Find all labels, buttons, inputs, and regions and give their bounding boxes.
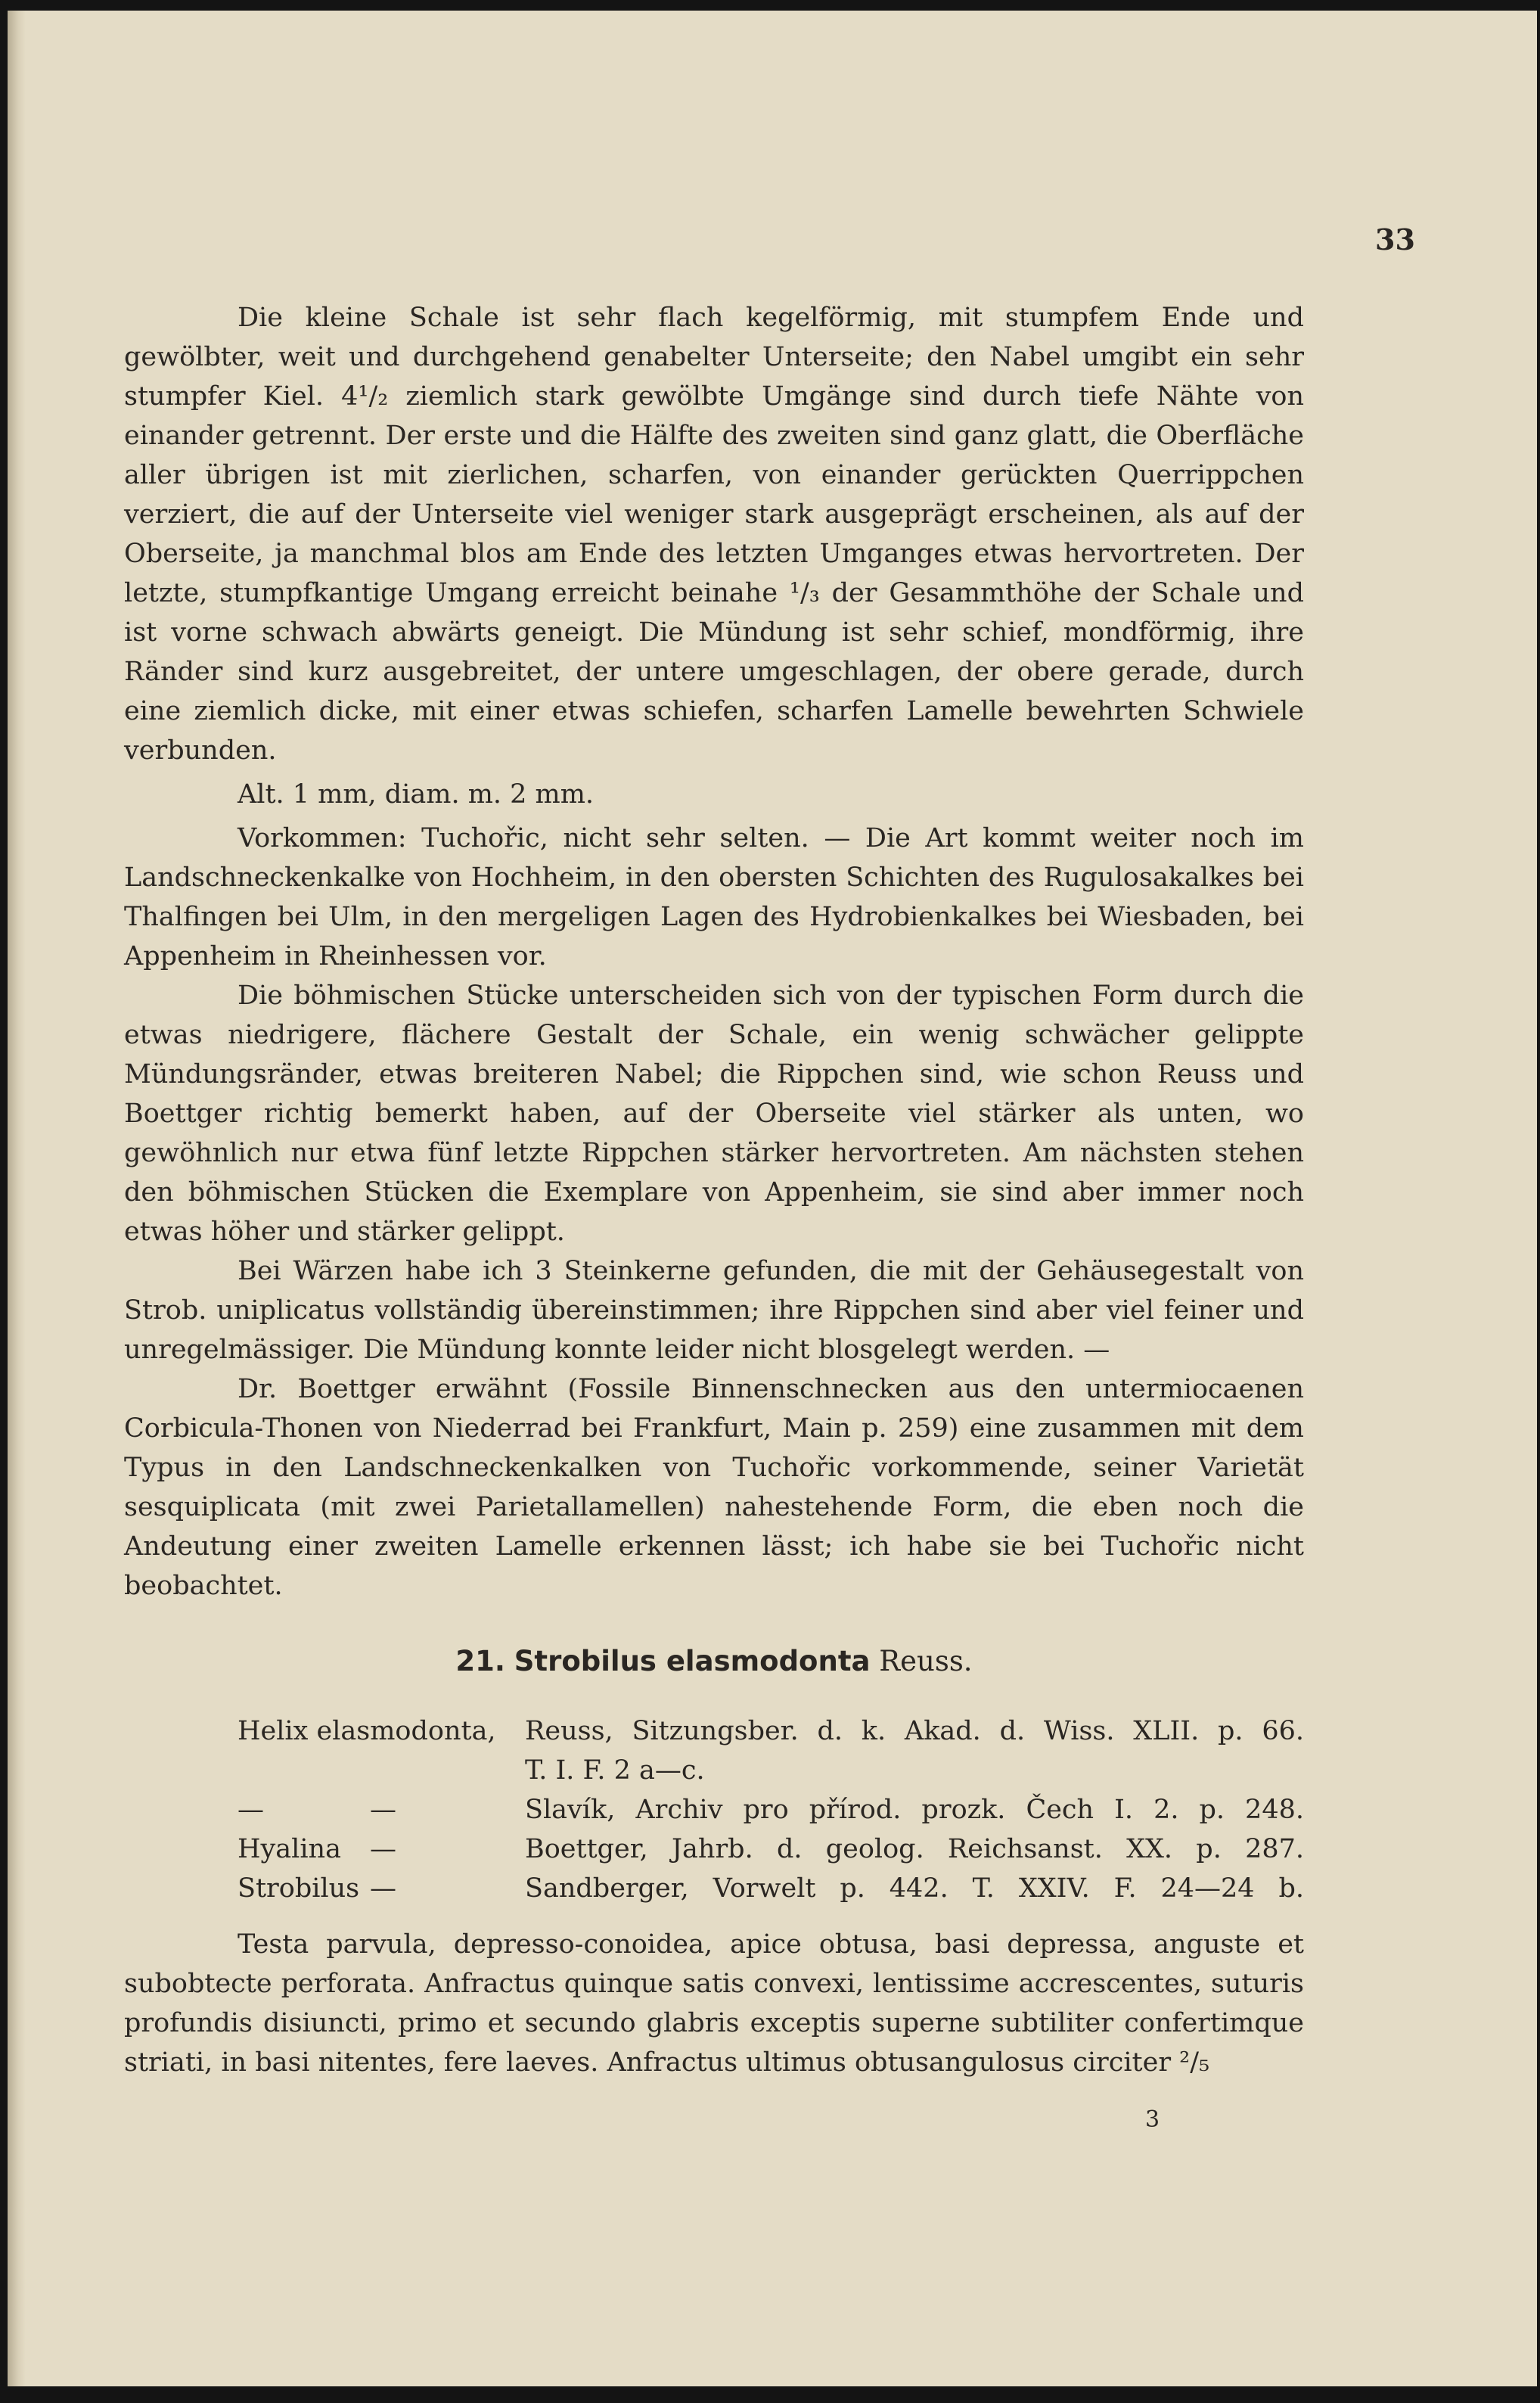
synonym-reference: T. I. F. 2 a—c. (525, 1755, 705, 1786)
page-spine-shadow (8, 11, 26, 2386)
synonymy-row (238, 1755, 1304, 1795)
paragraph-occurrence: Vorkommen: Tuchořic, nicht sehr selten. — Die Art kommt weiter noch im Landschneckenkalke von Hochheim, in den obersten Schichten des Rugulosakalkes bei Thalfingen bei Ulm, in den mergeligen Lagen des Hydrobienkalkes bei Wiesbaden, bei Appenheim in Rheinhessen vor. (124, 823, 1304, 971)
paragraph-steinkerne: Bei Wärzen habe ich 3 Steinkerne gefunden, die mit der Gehäusegestalt von Strob. uniplicatus vollständig übereinstimmen; ihre Rippchen sind aber viel feiner und unregelmässiger. Die Mündung konnte leider nicht blosgelegt werden. — (124, 1256, 1304, 1365)
measurements-line: Alt. 1 mm, diam. m. 2 mm. (238, 779, 595, 810)
page-number: 33 (1375, 222, 1415, 256)
synonymy-row (238, 1795, 1304, 1834)
synonym-dash: — (370, 1834, 396, 1864)
species-number: 21. (455, 1645, 505, 1677)
paragraph-boettger: Dr. Boettger erwähnt (Fossile Binnenschnecken aus den untermiocaenen Corbicula-Thonen von Niederrad bei Frankfurt, Main p. 259) eine zusammen mit dem Typus in den Landschneckenkalken von Tuchořic vorkommende, seiner Varietät sesquiplicata (mit zwei Parietallamellen) nahestehende Form, die eben noch die Andeutung einer zweiten Lamelle erkennen lässt; ich habe sie bei Tuchořic nicht beobachtet. (124, 1374, 1304, 1601)
synonym-name: Hyalina (238, 1834, 341, 1864)
book-page (8, 11, 1537, 2386)
species-author: Reuss. (879, 1645, 973, 1677)
species-heading (124, 1645, 1304, 1677)
synonym-name: Helix elasmodonta, (238, 1716, 496, 1746)
synonym-name: Strobilus (238, 1873, 360, 1904)
synonym-reference: Slavík, Archiv pro přírod. prozk. Čech I. 2. p. 248. (525, 1795, 1304, 1825)
signature-mark: 3 (1145, 2106, 1160, 2133)
paragraph-description: Die kleine Schale ist sehr flach kegelförmig, mit stumpfem Ende und gewölbter, weit und durchgehend genabelter Unterseite; den Nabel umgibt ein sehr stumpfer Kiel. 4¹/₂ ziemlich stark gewölbte Umgänge sind durch tiefe Nähte von einander getrennt. Der erste und die Hälfte des zweiten sind ganz glatt, die Oberfläche aller übrigen ist mit zierlichen, scharfen, von einander gerückten Querrippchen verziert, die auf der Unterseite viel weniger stark ausgeprägt erscheinen, als auf der Oberseite, ja manchmal blos am Ende des letzten Umganges etwas hervortreten. Der letzte, stumpfkantige Umgang erreicht beinahe ¹/₃ der Gesammthöhe der Schale und ist vorne schwach abwärts geneigt. Die Mündung ist sehr schief, mondförmig, ihre Ränder sind kurz ausgebreitet, der untere umgeschlagen, der obere gerade, durch eine ziemlich dicke, mit einer etwas schiefen, scharfen Lamelle bewehrten Schwiele verbunden. (124, 303, 1304, 766)
synonymy-list (238, 1716, 1304, 1913)
synonymy-row (238, 1716, 1304, 1755)
species-title: Strobilus elasmodonta (514, 1645, 871, 1677)
synonym-dash: — (370, 1795, 396, 1825)
paragraph-latin-diagnosis: Testa parvula, depresso-conoidea, apice obtusa, basi depressa, anguste et subobtecte perforata. Anfractus quinque satis convexi, lentissime accrescentes, suturis profundis disiuncti, primo et secundo glabris exceptis superne subtiliter confertimque striati, in basi nitentes, fere laeves. Anfractus ultimus obtusangulosus circiter ²/₅ (124, 1929, 1304, 2078)
paragraph-comparison: Die böhmischen Stücke unterscheiden sich von der typischen Form durch die etwas niedrigere, flächere Gestalt der Schale, ein wenig schwächer gelippte Mündungsränder, etwas breiteren Nabel; die Rippchen sind, wie schon Reuss und Boettger richtig bemerkt haben, auf der Oberseite viel stärker als unten, wo gewöhnlich nur etwa fünf letzte Rippchen stärker hervortreten. Am nächsten stehen den böhmischen Stücken die Exemplare von Appenheim, sie sind aber immer noch etwas höher und stärker gelippt. (124, 981, 1304, 1247)
synonym-reference: Reuss, Sitzungsber. d. k. Akad. d. Wiss. XLII. p. 66. (525, 1716, 1304, 1746)
synonymy-row (238, 1873, 1304, 1913)
synonym-reference: Sandberger, Vorwelt p. 442. T. XXIV. F. 24—24 b. (525, 1873, 1304, 1904)
synonymy-row (238, 1834, 1304, 1873)
synonym-dash: — (370, 1873, 396, 1904)
synonym-name: — (238, 1795, 264, 1825)
synonym-reference: Boettger, Jahrb. d. geolog. Reichsanst. XX. p. 287. (525, 1834, 1304, 1864)
